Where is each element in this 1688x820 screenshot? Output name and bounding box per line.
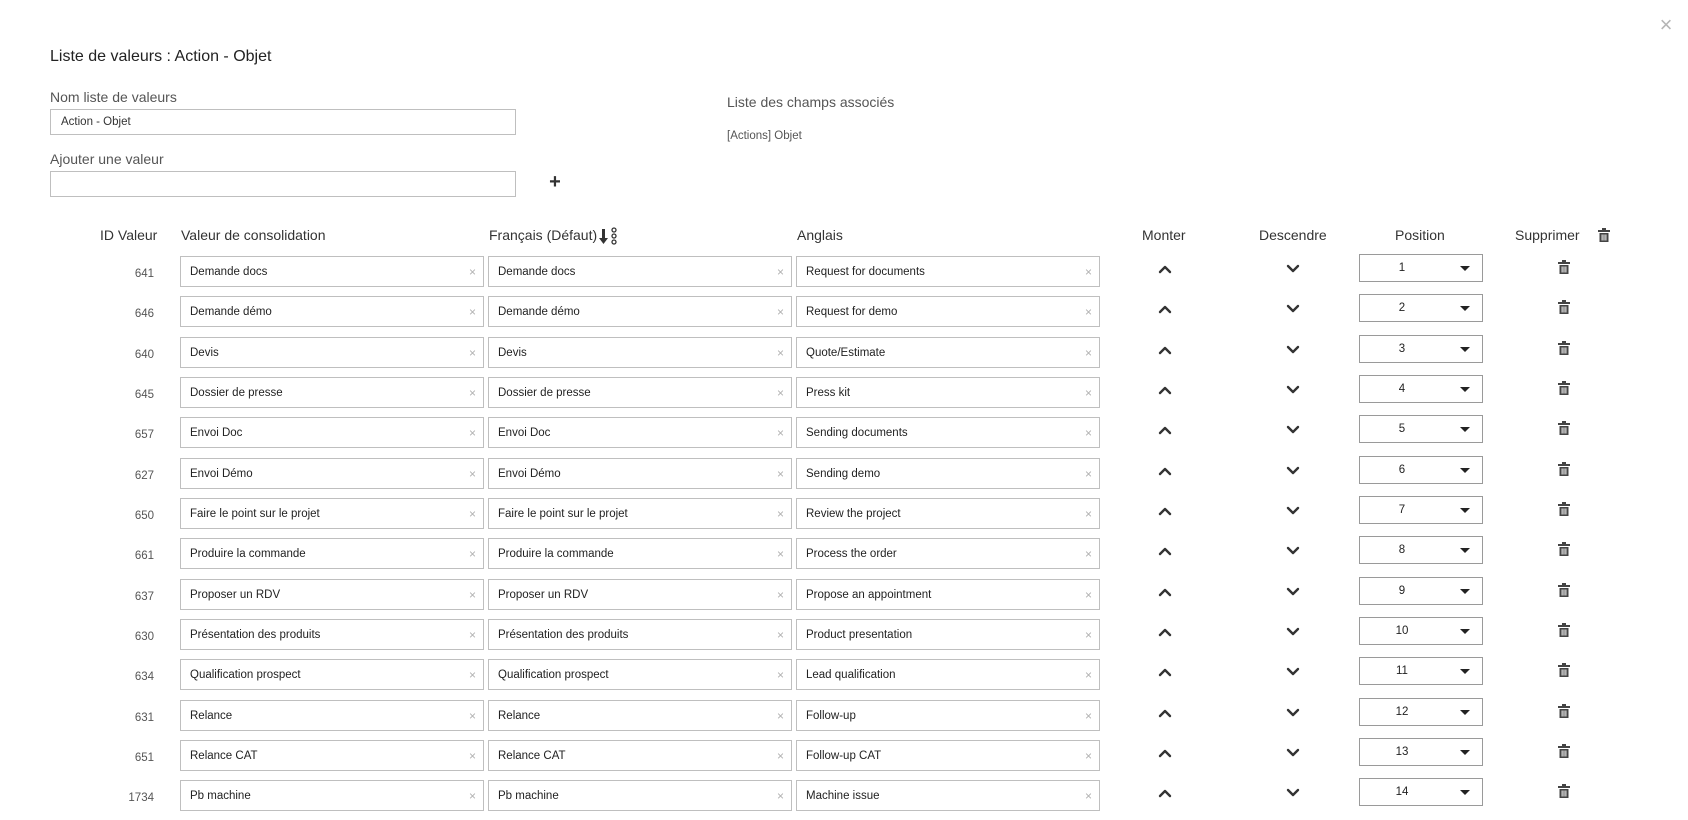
clear-icon[interactable]: × — [1084, 628, 1092, 642]
chevron-down-icon[interactable] — [1286, 788, 1300, 798]
french-input[interactable] — [488, 579, 792, 610]
position-select[interactable] — [1359, 738, 1483, 766]
clear-icon[interactable]: × — [1084, 265, 1092, 279]
french-input[interactable] — [488, 498, 792, 529]
consolidation-value: Demande docs — [190, 266, 268, 278]
chevron-up-icon[interactable] — [1158, 345, 1172, 355]
french-input[interactable] — [488, 296, 792, 327]
clear-icon[interactable]: × — [1084, 789, 1092, 803]
position-select[interactable] — [1359, 294, 1483, 322]
trash-icon[interactable] — [1558, 300, 1570, 314]
value-id: 651 — [134, 752, 154, 764]
consolidation-value: Demande démo — [190, 306, 272, 318]
caret-down-icon — [1460, 266, 1470, 271]
chevron-down-icon[interactable] — [1286, 425, 1300, 435]
french-input[interactable] — [488, 700, 792, 731]
table-row — [0, 377, 1688, 417]
clear-icon[interactable]: × — [468, 547, 476, 561]
clear-icon[interactable]: × — [468, 426, 476, 440]
consolidation-input[interactable] — [180, 659, 484, 690]
french-input[interactable] — [488, 377, 792, 408]
column-header-french: Français (Défaut) — [489, 227, 598, 243]
clear-icon[interactable]: × — [776, 789, 784, 803]
english-input[interactable] — [796, 337, 1100, 368]
clear-icon[interactable]: × — [776, 265, 784, 279]
list-name-label: Nom liste de valeurs — [50, 89, 177, 105]
english-value: Request for demo — [806, 306, 898, 318]
french-value: Devis — [498, 347, 527, 359]
position-value: 4 — [1398, 383, 1406, 395]
chevron-up-icon[interactable] — [1158, 546, 1172, 556]
consolidation-value: Qualification prospect — [190, 669, 301, 681]
caret-down-icon — [1460, 750, 1470, 755]
consolidation-value: Relance — [190, 710, 233, 722]
position-value: 8 — [1398, 544, 1406, 556]
position-select[interactable] — [1359, 536, 1483, 564]
table-row — [0, 740, 1688, 780]
table-row — [0, 619, 1688, 659]
consolidation-input[interactable] — [180, 256, 484, 287]
consolidation-value: Relance CAT — [190, 750, 258, 762]
caret-down-icon — [1460, 710, 1470, 715]
clear-icon[interactable]: × — [468, 305, 476, 319]
trash-icon[interactable] — [1558, 623, 1570, 637]
consolidation-input[interactable] — [180, 417, 484, 448]
table-row — [0, 659, 1688, 699]
consolidation-value: Devis — [190, 347, 219, 359]
value-id: 646 — [134, 308, 154, 320]
caret-down-icon — [1460, 508, 1470, 513]
chevron-down-icon[interactable] — [1286, 345, 1300, 355]
position-value: 10 — [1395, 625, 1409, 637]
table-row — [0, 337, 1688, 377]
consolidation-input[interactable] — [180, 337, 484, 368]
clear-icon[interactable]: × — [776, 749, 784, 763]
position-value: 11 — [1396, 665, 1408, 677]
column-header-id: ID Valeur — [100, 227, 158, 243]
clear-icon[interactable]: × — [776, 709, 784, 723]
chevron-up-icon[interactable] — [1158, 264, 1172, 274]
position-value: 3 — [1398, 343, 1406, 355]
position-select[interactable] — [1359, 335, 1483, 363]
consolidation-input[interactable] — [180, 538, 484, 569]
value-id: 641 — [134, 268, 154, 280]
french-input[interactable] — [488, 740, 792, 771]
french-input[interactable] — [488, 659, 792, 690]
caret-down-icon — [1460, 468, 1470, 473]
chevron-down-icon[interactable] — [1286, 627, 1300, 637]
chevron-down-icon[interactable] — [1286, 708, 1300, 718]
value-id: 645 — [134, 389, 154, 401]
column-header-english: Anglais — [797, 227, 843, 243]
column-header-consolidation: Valeur de consolidation — [181, 227, 326, 243]
position-value: 9 — [1398, 585, 1406, 597]
position-value: 13 — [1395, 746, 1409, 758]
table-row — [0, 498, 1688, 538]
clear-icon[interactable]: × — [468, 467, 476, 481]
trash-icon[interactable] — [1558, 784, 1570, 798]
consolidation-value: Pb machine — [190, 790, 251, 802]
clear-icon[interactable]: × — [1084, 668, 1092, 682]
french-input[interactable] — [488, 780, 792, 811]
english-value: Request for documents — [806, 266, 925, 278]
french-value: Proposer un RDV — [498, 589, 589, 601]
trash-icon[interactable] — [1558, 744, 1570, 758]
english-input[interactable] — [796, 619, 1100, 650]
caret-down-icon — [1460, 306, 1470, 311]
trash-icon[interactable] — [1558, 583, 1570, 597]
position-value: 2 — [1398, 302, 1406, 314]
consolidation-value: Envoi Doc — [190, 427, 243, 439]
clear-icon[interactable]: × — [468, 709, 476, 723]
clear-icon[interactable]: × — [1084, 386, 1092, 400]
column-header-position: Position — [1395, 227, 1445, 243]
english-input[interactable] — [796, 659, 1100, 690]
english-value: Process the order — [806, 548, 897, 560]
english-input[interactable] — [796, 780, 1100, 811]
french-value: Relance CAT — [498, 750, 566, 762]
position-value: 14 — [1395, 786, 1409, 798]
chevron-up-icon[interactable] — [1158, 385, 1172, 395]
caret-down-icon — [1460, 548, 1470, 553]
consolidation-value: Dossier de presse — [190, 387, 283, 399]
clear-icon[interactable]: × — [776, 547, 784, 561]
english-input[interactable] — [796, 579, 1100, 610]
english-input[interactable] — [796, 740, 1100, 771]
position-select[interactable] — [1359, 456, 1483, 484]
trash-icon[interactable] — [1558, 341, 1570, 355]
clear-icon[interactable]: × — [1084, 588, 1092, 602]
table-row — [0, 296, 1688, 336]
english-value: Press kit — [806, 387, 851, 399]
clear-icon[interactable]: × — [468, 346, 476, 360]
consolidation-input[interactable] — [180, 296, 484, 327]
position-value: 6 — [1398, 464, 1406, 476]
table-row — [0, 256, 1688, 296]
associated-field-item: [Actions] Objet — [727, 130, 802, 142]
caret-down-icon — [1460, 387, 1470, 392]
french-value: Envoi Démo — [498, 468, 561, 480]
consolidation-input[interactable] — [180, 377, 484, 408]
chevron-up-icon[interactable] — [1158, 627, 1172, 637]
chevron-down-icon[interactable] — [1286, 748, 1300, 758]
trash-icon[interactable] — [1558, 260, 1570, 274]
chevron-up-icon[interactable] — [1158, 506, 1172, 516]
trash-icon[interactable] — [1558, 421, 1570, 435]
clear-icon[interactable]: × — [776, 386, 784, 400]
list-name-input[interactable] — [50, 109, 516, 135]
french-input[interactable] — [488, 337, 792, 368]
clear-icon[interactable]: × — [1084, 305, 1092, 319]
clear-icon[interactable]: × — [468, 628, 476, 642]
position-select[interactable] — [1359, 496, 1483, 524]
english-input[interactable] — [796, 296, 1100, 327]
french-value: Présentation des produits — [498, 629, 629, 641]
clear-icon[interactable]: × — [1084, 426, 1092, 440]
consolidation-value: Envoi Démo — [190, 468, 253, 480]
chevron-down-icon[interactable] — [1286, 667, 1300, 677]
english-input[interactable] — [796, 538, 1100, 569]
modal-title: Liste de valeurs : Action - Objet — [50, 48, 272, 65]
consolidation-input[interactable] — [180, 740, 484, 771]
french-value: Demande démo — [498, 306, 580, 318]
position-value: 12 — [1395, 706, 1409, 718]
caret-down-icon — [1460, 790, 1470, 795]
chevron-up-icon[interactable] — [1158, 587, 1172, 597]
clear-icon[interactable]: × — [1084, 346, 1092, 360]
english-value: Quote/Estimate — [806, 347, 886, 359]
table-row — [0, 780, 1688, 820]
table-row — [0, 538, 1688, 578]
french-value: Demande docs — [498, 266, 576, 278]
english-input[interactable] — [796, 377, 1100, 408]
trash-icon[interactable] — [1558, 462, 1570, 476]
consolidation-input[interactable] — [180, 579, 484, 610]
chevron-down-icon[interactable] — [1286, 264, 1300, 274]
value-id: 661 — [134, 550, 154, 562]
french-value: Pb machine — [498, 790, 559, 802]
french-value: Relance — [498, 710, 541, 722]
french-input[interactable] — [488, 619, 792, 650]
english-value: Lead qualification — [806, 669, 896, 681]
table-row — [0, 417, 1688, 457]
column-header-down: Descendre — [1259, 227, 1327, 243]
clear-icon[interactable]: × — [1084, 507, 1092, 521]
add-value-label: Ajouter une valeur — [50, 151, 164, 167]
trash-icon[interactable] — [1558, 381, 1570, 395]
english-value: Product presentation — [806, 629, 913, 641]
english-input[interactable] — [796, 256, 1100, 287]
clear-icon[interactable]: × — [776, 628, 784, 642]
clear-icon[interactable]: × — [468, 749, 476, 763]
chevron-down-icon[interactable] — [1286, 304, 1300, 314]
clear-icon[interactable]: × — [468, 588, 476, 602]
chevron-up-icon[interactable] — [1158, 788, 1172, 798]
chevron-up-icon[interactable] — [1158, 667, 1172, 677]
caret-down-icon — [1460, 629, 1470, 634]
consolidation-value: Produire la commande — [190, 548, 306, 560]
clear-icon[interactable]: × — [468, 507, 476, 521]
close-icon[interactable]: × — [1659, 12, 1673, 37]
trash-icon[interactable] — [1558, 542, 1570, 556]
clear-icon[interactable]: × — [776, 346, 784, 360]
position-select[interactable] — [1359, 617, 1483, 645]
associated-fields-label: Liste des champs associés — [727, 94, 895, 110]
add-value-input[interactable] — [50, 171, 516, 197]
english-value: Follow-up — [806, 710, 856, 722]
clear-icon[interactable]: × — [468, 265, 476, 279]
clear-icon[interactable]: × — [1084, 547, 1092, 561]
clear-icon[interactable]: × — [776, 668, 784, 682]
clear-icon[interactable]: × — [776, 467, 784, 481]
french-value: Produire la commande — [498, 548, 614, 560]
english-input[interactable] — [796, 458, 1100, 489]
trash-icon[interactable] — [1558, 663, 1570, 677]
clear-icon[interactable]: × — [1084, 749, 1092, 763]
french-input[interactable] — [488, 538, 792, 569]
position-select[interactable] — [1359, 577, 1483, 605]
french-input[interactable] — [488, 458, 792, 489]
english-value: Review the project — [806, 508, 901, 520]
clear-icon[interactable]: × — [776, 507, 784, 521]
french-value: Dossier de presse — [498, 387, 591, 399]
english-value: Follow-up CAT — [806, 750, 882, 762]
table-row — [0, 579, 1688, 619]
clear-icon[interactable]: × — [468, 789, 476, 803]
trash-icon[interactable] — [1598, 228, 1610, 242]
french-value: Faire le point sur le projet — [498, 508, 628, 520]
trash-icon[interactable] — [1558, 704, 1570, 718]
value-id: 637 — [134, 591, 154, 603]
caret-down-icon — [1460, 427, 1470, 432]
plus-icon[interactable]: + — [549, 171, 561, 193]
position-select[interactable] — [1359, 375, 1483, 403]
chevron-down-icon[interactable] — [1286, 385, 1300, 395]
french-input[interactable] — [488, 417, 792, 448]
value-id: 631 — [134, 712, 154, 724]
trash-icon[interactable] — [1558, 502, 1570, 516]
clear-icon[interactable]: × — [1084, 467, 1092, 481]
value-id: 634 — [134, 671, 154, 683]
english-value: Sending documents — [806, 427, 908, 439]
chevron-down-icon[interactable] — [1286, 506, 1300, 516]
table-row — [0, 458, 1688, 498]
french-input[interactable] — [488, 256, 792, 287]
caret-down-icon — [1460, 669, 1470, 674]
chevron-down-icon[interactable] — [1286, 587, 1300, 597]
clear-icon[interactable]: × — [468, 668, 476, 682]
value-id: 1734 — [128, 792, 154, 804]
french-value: Qualification prospect — [498, 669, 609, 681]
position-value: 5 — [1398, 423, 1406, 435]
chevron-up-icon[interactable] — [1158, 708, 1172, 718]
value-id: 627 — [134, 470, 154, 482]
value-id: 640 — [134, 349, 154, 361]
clear-icon[interactable]: × — [776, 588, 784, 602]
chevron-up-icon[interactable] — [1158, 748, 1172, 758]
clear-icon[interactable]: × — [1084, 709, 1092, 723]
column-header-delete: Supprimer — [1515, 227, 1580, 243]
consolidation-input[interactable] — [180, 619, 484, 650]
table-row — [0, 700, 1688, 740]
position-select[interactable] — [1359, 778, 1483, 806]
consolidation-input[interactable] — [180, 458, 484, 489]
english-input[interactable] — [796, 498, 1100, 529]
clear-icon[interactable]: × — [776, 305, 784, 319]
chevron-up-icon[interactable] — [1158, 425, 1172, 435]
french-value: Envoi Doc — [498, 427, 551, 439]
chevron-up-icon[interactable] — [1158, 304, 1172, 314]
caret-down-icon — [1460, 589, 1470, 594]
english-input[interactable] — [796, 417, 1100, 448]
clear-icon[interactable]: × — [776, 426, 784, 440]
clear-icon[interactable]: × — [468, 386, 476, 400]
english-input[interactable] — [796, 700, 1100, 731]
english-value: Machine issue — [806, 790, 880, 802]
value-id: 650 — [134, 510, 154, 522]
position-select[interactable] — [1359, 415, 1483, 443]
position-value: 1 — [1398, 262, 1406, 274]
consolidation-value: Proposer un RDV — [190, 589, 281, 601]
consolidation-input[interactable] — [180, 700, 484, 731]
sort-icon[interactable] — [599, 227, 619, 245]
column-header-up: Monter — [1142, 227, 1186, 243]
position-select[interactable] — [1359, 254, 1483, 282]
position-select[interactable] — [1359, 657, 1483, 685]
consolidation-input[interactable] — [180, 780, 484, 811]
english-value: Propose an appointment — [806, 589, 932, 601]
consolidation-value: Présentation des produits — [190, 629, 321, 641]
chevron-down-icon[interactable] — [1286, 546, 1300, 556]
value-id: 630 — [134, 631, 154, 643]
value-id: 657 — [134, 429, 154, 441]
chevron-down-icon[interactable] — [1286, 466, 1300, 476]
position-value: 7 — [1398, 504, 1406, 516]
chevron-up-icon[interactable] — [1158, 466, 1172, 476]
position-select[interactable] — [1359, 698, 1483, 726]
caret-down-icon — [1460, 347, 1470, 352]
consolidation-value: Faire le point sur le projet — [190, 508, 320, 520]
english-value: Sending demo — [806, 468, 881, 480]
consolidation-input[interactable] — [180, 498, 484, 529]
